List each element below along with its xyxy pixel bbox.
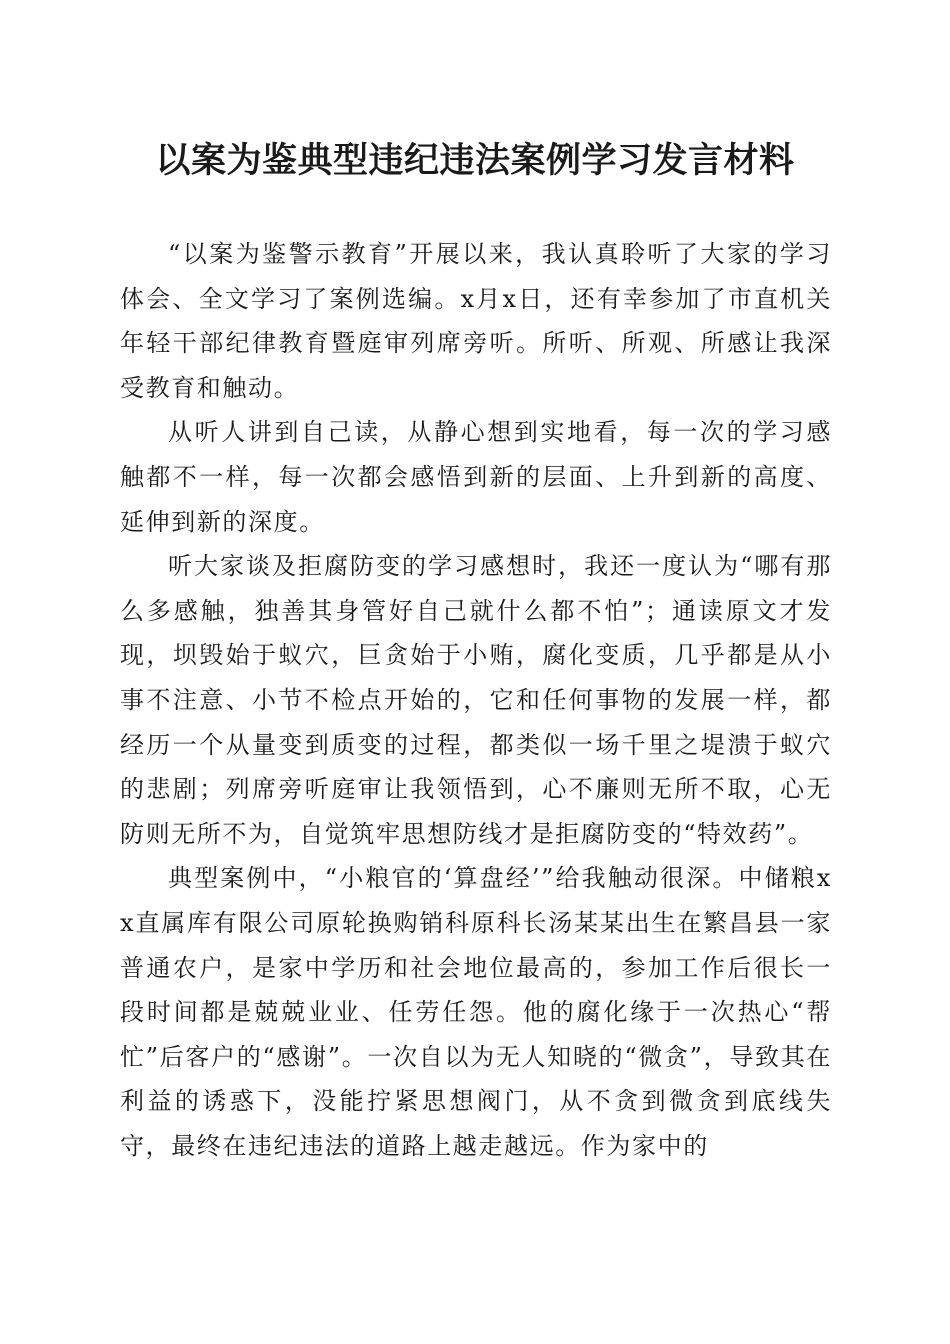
paragraph-2: 从听人讲到自己读，从静心想到实地看，每一次的学习感触都不一样，每一次都会感悟到新的层面、上升到新的高度、延伸到新的深度。 — [120, 418, 832, 536]
document-title: 以案为鉴典型违纪违法案例学习发言材料 — [155, 140, 795, 181]
paragraph-4: 典型案例中，“小粮官的‘算盘经’”给我触动很深。中储粮xx直属库有限公司原轮换购销科原科长汤某某出生在繁昌县一家普通农户，是家中学历和社会地位最高的，参加工作后很长一段时间都是兢兢业业、任劳任怨。他的腐化缘于一次热心“帮忙”后客户的“感谢”。一次自以为无人知晓的“微贪”，导致其在利益的诱惑下，没能拧紧思想阀门，从不贪到微贪到底线失守，最终在违纪违法的道路上越走越远。作为家中的 — [120, 864, 832, 1160]
paragraph-1: “以案为鉴警示教育”开展以来，我认真聆听了大家的学习体会、全文学习了案例选编。x月x日，还有幸参加了市直机关年轻干部纪律教育暨庭审列席旁听。所听、所观、所感让我深受教育和触动。 — [120, 240, 832, 402]
paragraph-3: 听大家谈及拒腐防变的学习感想时，我还一度认为“哪有那么多感触，独善其身管好自己就什么都不怕”；通读原文才发现，坝毁始于蚁穴，巨贪始于小贿，腐化变质，几乎都是从小事不注意、小节不检点开始的，它和任何事物的发展一样，都经历一个从量变到质变的过程，都类似一场千里之堤溃于蚁穴的悲剧；列席旁听庭审让我领悟到，心不廉则无所不取，心无防则无所不为，自觉筑牢思想防线才是拒腐防变的“特效药”。 — [120, 552, 832, 848]
document-body — [120, 232, 832, 1168]
